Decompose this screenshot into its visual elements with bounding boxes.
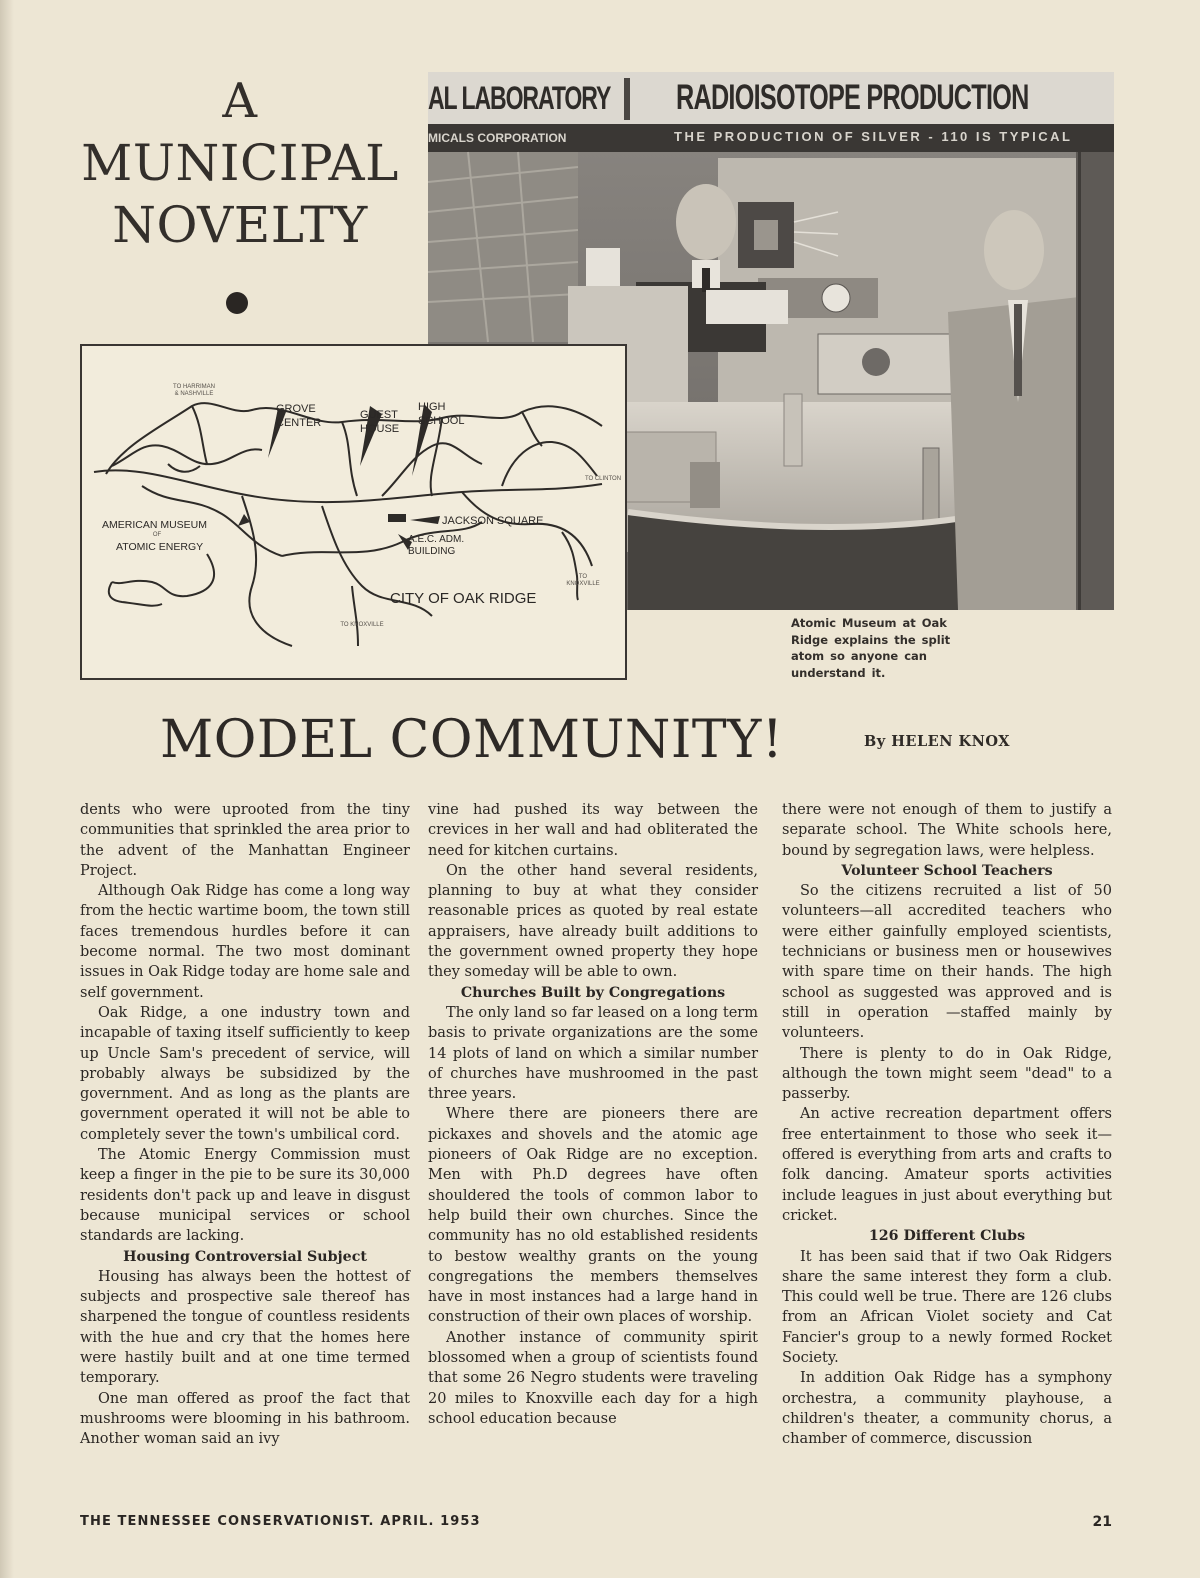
paragraph: Housing has always been the hottest of subjects and prospective sale thereof has sharpened the tongue of countless residents with the hue and cry that the homes here were hastily built and at one time termed temporary. (80, 1268, 410, 1387)
map-label-to-harriman: TO HARRIMAN & NASHVILLE (173, 384, 215, 397)
title-bullet-dot (226, 292, 248, 314)
paragraph: Oak Ridge, a one industry town and incapable of taxing itself sufficiently to keep up Uncle Sam's precedent of service, will probably always be subsidized by the government. And as long as the plants are government operated it will not be able to completely sever the town's umbilical cord. (80, 1004, 410, 1143)
map-label-high-school: HIGH SCHOOL (418, 401, 465, 427)
paragraph: It has been said that if two Oak Ridgers share the same interest they form a club. This could well be true. There are 126 clubs from an African Violet society and Cat Fancier's group to a newly formed Rocket Society. (782, 1248, 1112, 1367)
map-roads (82, 346, 627, 680)
map-label-museum-line2: ATOMIC ENERGY (116, 541, 204, 553)
map-label-to-clinton: TO CLINTON (584, 476, 622, 482)
page-number: 21 (1092, 1514, 1112, 1530)
header-title-line: A (222, 73, 258, 129)
paragraph: An active recreation department offers free entertainment to those who seek it—offered is everything from arts and crafts to folk dancing. Amateur sports activities include leagues in just about everything but cricket. (782, 1106, 1112, 1224)
article-column-3 (782, 800, 1112, 1450)
article-byline: By HELEN KNOX (864, 733, 1011, 750)
photo-caption: Atomic Museum at Oak Ridge explains the split atom so anyone can understand it. (791, 616, 951, 680)
map-label-guest-house: GUEST HOUSE (360, 409, 400, 435)
paragraph: Where there are pioneers there are pickaxes and shovels and the atomic age pioneers of Oak Ridge are no exception. Men with Ph.D degrees have often shouldered the tools of common labor to help build their own churches. Since the community has no old established residents to bestow wealthy grants on the young congregations the members themselves have in most instances had a large hand in construction of their own places of worship. (428, 1106, 758, 1326)
map-label-grove-center: GROVE CENTER (276, 403, 322, 429)
map-label-museum-of: OF (152, 532, 162, 538)
oak-ridge-map (80, 344, 627, 680)
paragraph: vine had pushed its way between the crevices in her wall and had obliterated the need for kitchen curtains. (428, 802, 758, 859)
header-title-line: MUNICIPAL (81, 134, 399, 192)
footer-publication: THE TENNESSEE CONSERVATIONIST. APRIL. 1953 (80, 1514, 481, 1529)
subheading: Volunteer School Teachers (841, 862, 1053, 879)
paragraph: There is plenty to do in Oak Ridge, although the town might seem "dead" to a passerby. (782, 1045, 1112, 1103)
map-label-jackson-square: JACKSON SQUARE (442, 515, 544, 527)
paragraph: there were not enough of them to justify a separate school. The White schools here, bound by segregation laws, were helpless. (782, 802, 1112, 859)
photo-strip-left: MICALS CORPORATION (428, 131, 567, 145)
paragraph: dents who were uprooted from the tiny communities that sprinkled the area prior to the advent of the Manhattan Engineer Project. (80, 802, 410, 879)
paragraph: In addition Oak Ridge has a symphony orchestra, a community playhouse, a children's theater, a community chorus, a chamber of commerce, discussion (782, 1370, 1112, 1448)
subheading: Churches Built by Congregations (460, 984, 726, 1001)
map-label-to-knoxville-bottom: TO KNOXVILLE (340, 622, 384, 628)
photo-sign-right: RADIOISOTOPE PRODUCTION (676, 78, 1029, 117)
article-column-1 (80, 800, 410, 1450)
subheading: Housing Controversial Subject (123, 1248, 367, 1265)
subheading: 126 Different Clubs (868, 1228, 1026, 1245)
header-title (70, 70, 410, 256)
paragraph: Another instance of community spirit blossomed when a group of scientists found that some 26 Negro students were traveling 20 miles to Knoxville each day for a high school education because (428, 1329, 758, 1427)
paragraph: So the citizens recruited a list of 50 volunteers—all accredited teachers who were either gainfully employed scientists, technicians or business men or housewives with spare time on their hands. The high school as suggested was approved and is still in operation —staffed mainly by volunteers. (782, 883, 1112, 1042)
paragraph: Although Oak Ridge has come a long way from the hectic wartime boom, the town still faces tremendous hurdles before it can become normal. The two most dominant issues in Oak Ridge today are home sale and self government. (80, 883, 410, 1001)
map-label-museum-line1: AMERICAN MUSEUM (102, 519, 208, 531)
photo-strip-right: THE PRODUCTION OF SILVER - 110 IS TYPICAL (674, 129, 1073, 144)
paragraph: The only land so far leased on a long term basis to private organizations are the some 14 plots of land on which a similar number of churches have mushroomed in the past three years. (428, 1004, 758, 1103)
paragraph: One man offered as proof the fact that mushrooms were blooming in his bathroom. Another woman said an ivy (80, 1390, 410, 1448)
page-edge-shadow (0, 0, 14, 1578)
article-column-2 (428, 800, 758, 1429)
article-title: MODEL COMMUNITY! (160, 710, 784, 770)
header-title-line: NOVELTY (112, 196, 368, 254)
paragraph: The Atomic Energy Commission must keep a finger in the pie to be sure its 30,000 residents don't pack up and leave in disgust because municipal services or school standards are lacking. (80, 1147, 410, 1245)
paragraph: On the other hand several residents, planning to buy at what they consider reasonable prices as quoted by real estate appraisers, have already built additions to the government owned property they hope they someday will be able to own. (428, 862, 758, 981)
map-label-to-knoxville-right: TO KNOXVILLE (566, 574, 600, 587)
photo-sign-left: AL LABORATORY (428, 80, 611, 116)
map-label-city: CITY OF OAK RIDGE (390, 590, 537, 607)
map-label-aec-building: A.E.C. ADM. BUILDING (408, 534, 465, 557)
